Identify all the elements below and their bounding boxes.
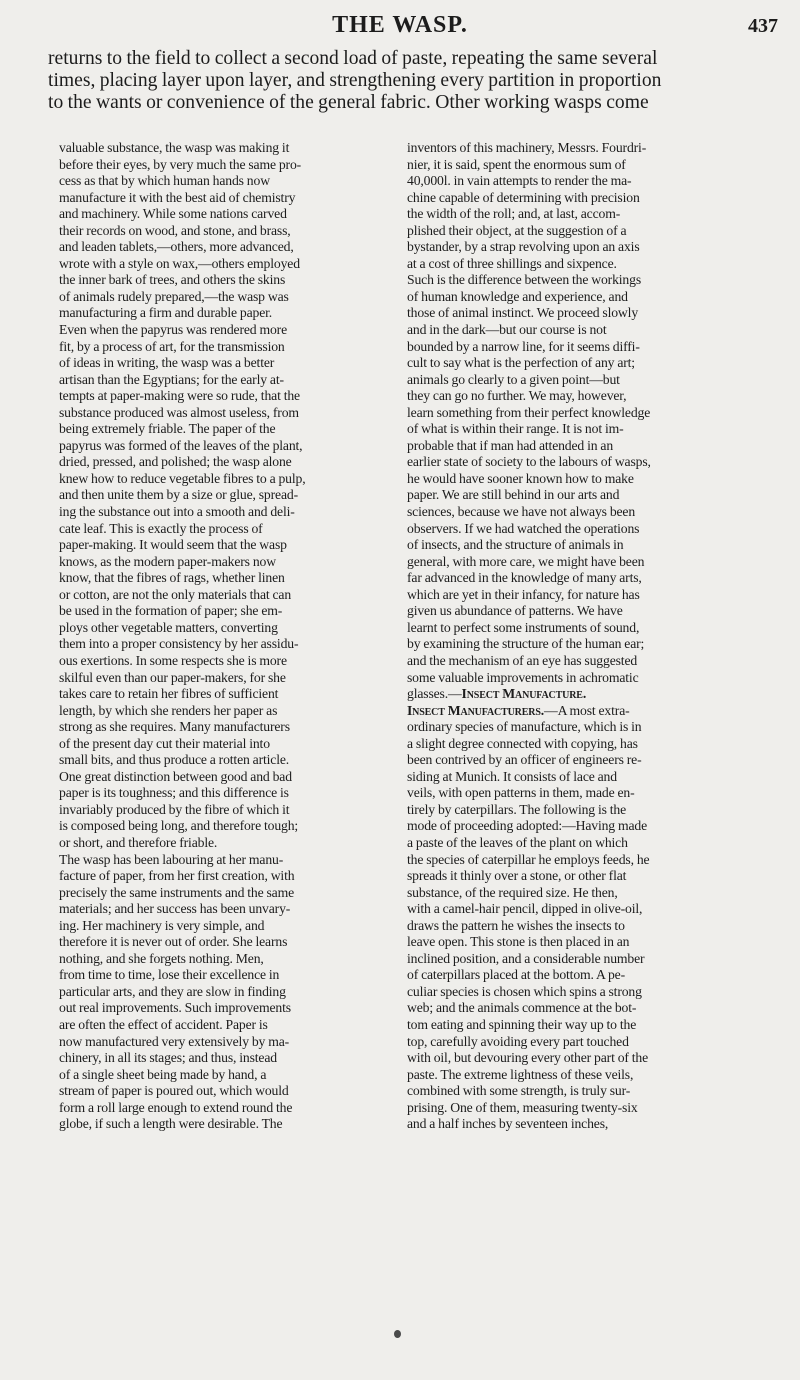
text-line: ploys other vegetable matters, converting <box>59 619 278 635</box>
text-line: manufacturing a firm and durable paper. <box>59 305 273 321</box>
text-line: chinery, in all its stages; and thus, instead <box>59 1050 277 1066</box>
text-line: is composed being long, and therefore tough; <box>59 818 299 834</box>
text-line: combined with some strength, is truly sur- <box>407 1083 631 1099</box>
text-line: spreads it thinly over a stone, or other flat <box>407 868 627 884</box>
text-line: been contrived by an officer of engineers re- <box>407 752 642 768</box>
text-line: skilful even than our paper-makers, for she <box>59 669 286 685</box>
text-line: and a half inches by seventeen inches, <box>407 1116 609 1132</box>
running-head <box>0 12 800 46</box>
text-line: know, that the fibres of rags, whether linen <box>59 570 285 586</box>
text-line: artisan than the Egyptians; for the early at- <box>59 371 284 387</box>
text-line: of insects, and the structure of animals in <box>407 537 624 553</box>
text-line: before their eyes, by very much the same pro- <box>59 156 302 172</box>
text-line: the inner bark of trees, and others the skins <box>59 272 286 288</box>
text-line: knew how to reduce vegetable fibres to a pulp, <box>59 470 306 486</box>
text-line: which are yet in their infancy, for nature has <box>407 586 640 602</box>
text-line: a paste of the leaves of the plant on which <box>407 834 628 850</box>
text-line: precisely the same instruments and the same <box>59 884 295 900</box>
text-line: of animals rudely prepared,—the wasp was <box>59 288 289 304</box>
text-line: Even when the papyrus was rendered more <box>59 322 287 338</box>
text-line: cult to say what is the perfection of any art; <box>407 355 635 371</box>
text-line: them into a proper consistency by her assidu- <box>59 636 299 652</box>
text-line: small bits, and thus produce a rotten article. <box>59 752 290 768</box>
text-line: or short, and therefore friable. <box>59 834 218 850</box>
text-line: paper-making. It would seem that the wasp <box>59 537 287 553</box>
text-line: those of animal instinct. We proceed slowly <box>407 305 639 321</box>
text-line: nothing, and she forgets nothing. Men, <box>59 950 264 966</box>
text-line: probable that if man had attended in an <box>407 437 614 453</box>
text-line: prising. One of them, measuring twenty-six <box>407 1099 638 1115</box>
text-line: general, with more care, we might have been <box>407 553 645 569</box>
text-line: tom eating and spinning their way up to the <box>407 1016 637 1032</box>
text-line: animals go clearly to a given point—but <box>407 371 620 387</box>
text-line: bystander, by a strap revolving upon an axis <box>407 239 640 255</box>
text-line: knows, as the modern paper-makers now <box>59 553 276 569</box>
text-line: be used in the formation of paper; she em- <box>59 603 283 619</box>
text-line: far advanced in the knowledge of many arts, <box>407 570 642 586</box>
text-line: papyrus was formed of the leaves of the plant, <box>59 437 303 453</box>
text-line: tempts at paper-making were so rude, that the <box>59 388 300 404</box>
page-title: THE WASP. <box>332 12 468 38</box>
text-line: and then unite them by a size or glue, spread- <box>59 487 298 503</box>
text-line: glasses.—Insect Manufacture. <box>407 686 587 702</box>
text-line: the width of the roll; and, at last, accom- <box>407 206 621 222</box>
text-line: strong as she requires. Many manufacturers <box>59 719 290 735</box>
text-line: of a single sheet being made by hand, a <box>59 1066 267 1082</box>
text-line: learn something from their perfect knowledge <box>407 404 651 420</box>
intro-paragraph <box>48 48 780 114</box>
text-line: length, by which she renders her paper as <box>59 702 278 718</box>
text-line: with oil, but devouring every other part of the <box>407 1050 649 1066</box>
text-line: leave open. This stone is then placed in an <box>407 934 630 950</box>
text-line: the species of caterpillar he employs feeds, he <box>407 851 650 867</box>
left-column <box>59 140 395 1133</box>
text-line: globe, if such a length were desirable. The <box>59 1116 283 1132</box>
intro-line: returns to the field to collect a second load of paste, repeating the same several <box>48 48 658 69</box>
text-line: substance produced was almost useless, from <box>59 404 299 420</box>
text-line: bounded by a narrow line, for it seems diffi- <box>407 338 640 354</box>
text-line: valuable substance, the wasp was making it <box>59 140 290 155</box>
text-line: paper. We are still behind in our arts and <box>407 487 620 503</box>
text-line: takes care to retain her fibres of sufficient <box>59 686 279 702</box>
text-line: out real improvements. Such improvements <box>59 1000 291 1016</box>
text-line: manufacture it with the best aid of chemistry <box>59 189 296 205</box>
text-line: of what is within their range. It is not im- <box>407 421 624 437</box>
text-line: of the present day cut their material into <box>59 735 270 751</box>
text-line: from time to time, lose their excellence in <box>59 967 280 983</box>
text-line: of ideas in writing, the wasp was a better <box>59 355 275 371</box>
text-line: chine capable of determining with precision <box>407 189 640 205</box>
text-line: ous exertions. In some respects she is more <box>59 652 287 668</box>
text-line: top, carefully avoiding every part touched <box>407 1033 629 1049</box>
text-line: substance, of the required size. He then, <box>407 884 618 900</box>
text-line: observers. If we had watched the operations <box>407 520 640 536</box>
text-line: Such is the difference between the workings <box>407 272 641 288</box>
text-line: nier, it is said, spent the enormous sum of <box>407 156 626 172</box>
text-line: cess as that by which human hands now <box>59 173 270 189</box>
text-line: or cotton, are not the only materials that can <box>59 586 292 602</box>
text-line: dried, pressed, and polished; the wasp alone <box>59 454 292 470</box>
text-line: materials; and her success has been unvary- <box>59 901 291 917</box>
text-line: now manufactured very extensively by ma- <box>59 1033 290 1049</box>
text-line: inventors of this machinery, Messrs. Fourdri- <box>407 140 647 155</box>
text-line: and in the dark—but our course is not <box>407 322 607 338</box>
right-column <box>407 140 759 1133</box>
intro-line: times, placing layer upon layer, and strengthening every partition in proportion <box>48 70 662 91</box>
text-line: Insect Manufacturers.—A most extra- <box>407 702 630 718</box>
text-line: earlier state of society to the labours of wasps, <box>407 454 651 470</box>
text-line: inclined position, and a considerable number <box>407 950 645 966</box>
text-line: their records on wood, and stone, and brass, <box>59 222 291 238</box>
text-line: by examining the structure of the human ear; <box>407 636 645 652</box>
text-line: veils, with open patterns in them, made en- <box>407 785 635 801</box>
text-line: some valuable improvements in achromatic <box>407 669 639 685</box>
text-line: The wasp has been labouring at her manu- <box>59 851 284 867</box>
text-line: of human knowledge and experience, and <box>407 288 628 304</box>
text-line: 40,000l. in vain attempts to render the ma- <box>407 173 632 189</box>
text-line: form a roll large enough to extend round the <box>59 1099 293 1115</box>
text-line: ordinary species of manufacture, which is in <box>407 719 642 735</box>
text-line: particular arts, and they are slow in finding <box>59 983 286 999</box>
text-line: ing. Her machinery is very simple, and <box>59 917 265 933</box>
text-line: they can go no further. We may, however, <box>407 388 627 404</box>
text-line: mode of proceeding adopted:—Having made <box>407 818 648 834</box>
text-line: tirely by caterpillars. The following is the <box>407 801 627 817</box>
text-line: are often the effect of accident. Paper is <box>59 1016 268 1032</box>
text-line: wrote with a style on wax,—others employed <box>59 255 300 271</box>
intro-line: to the wants or convenience of the general fabric. Other working wasps come <box>48 92 649 113</box>
text-line: facture of paper, from her first creation, with <box>59 868 295 884</box>
text-line: given us abundance of patterns. We have <box>407 603 623 619</box>
text-line: cate leaf. This is exactly the process of <box>59 520 263 536</box>
text-line: culiar species is chosen which spins a strong <box>407 983 642 999</box>
text-line: and machinery. While some nations carved <box>59 206 287 222</box>
page-number: 437 <box>748 15 778 37</box>
text-line: at a cost of three shillings and sixpence. <box>407 255 617 271</box>
text-line: ing the substance out into a smooth and deli- <box>59 504 295 520</box>
text-line: draws the pattern he wishes the insects to <box>407 917 625 933</box>
text-line: siding at Munich. It consists of lace and <box>407 768 617 784</box>
text-line: and leaden tablets,—others, more advanced, <box>59 239 294 255</box>
text-line: of caterpillars placed at the bottom. A pe- <box>407 967 625 983</box>
text-line: web; and the animals commence at the bot- <box>407 1000 637 1016</box>
text-line: learnt to perfect some instruments of sound, <box>407 619 640 635</box>
text-line: therefore it is never out of order. She learns <box>59 934 288 950</box>
text-line: and the mechanism of an eye has suggested <box>407 652 638 668</box>
text-line: paper is its toughness; and this difference is <box>59 785 289 801</box>
text-line: invariably produced by the fibre of which it <box>59 801 290 817</box>
text-line: plished their object, at the suggestion of a <box>407 222 627 238</box>
text-line: paste. The extreme lightness of these veils, <box>407 1066 634 1082</box>
text-line: stream of paper is poured out, which would <box>59 1083 289 1099</box>
ink-dot <box>394 1330 401 1338</box>
text-line: fit, by a process of art, for the transmission <box>59 338 285 354</box>
text-line: sciences, because we have not always been <box>407 504 636 520</box>
text-line: One great distinction between good and bad <box>59 768 292 784</box>
text-line: he would have sooner known how to make <box>407 470 634 486</box>
text-line: a slight degree connected with copying, has <box>407 735 638 751</box>
text-line: with a camel-hair pencil, dipped in olive-oil, <box>407 901 643 917</box>
text-line: being extremely friable. The paper of the <box>59 421 276 437</box>
